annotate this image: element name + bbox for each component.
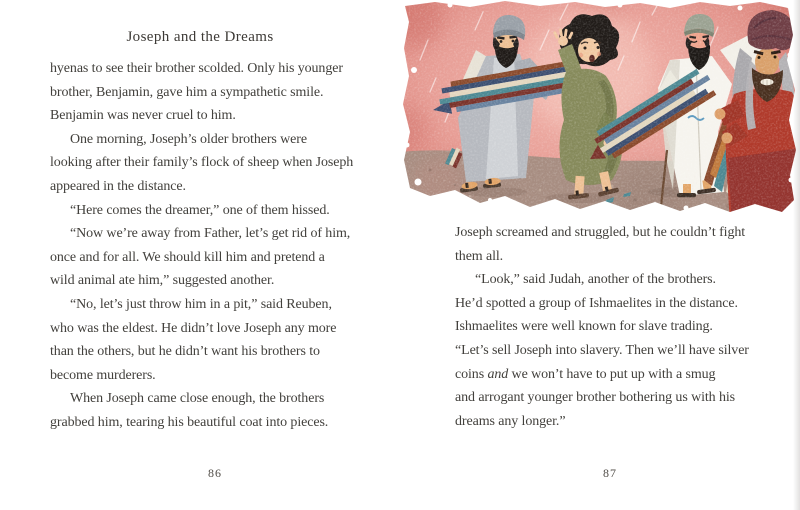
body-line: Benjamin was never cruel to him. [50, 108, 236, 124]
chapter-title: Joseph and the Dreams [126, 29, 274, 45]
body-line: become murderers. [50, 367, 156, 383]
body-line: hyenas to see their brother scolded. Only his younger [50, 61, 343, 76]
body-line: “Let’s sell Joseph into slavery. Then we’ll have silver [455, 342, 749, 358]
body-text: we won’t have to put up with a smug [508, 366, 716, 382]
body-line: “No, let’s just throw him in a pit,” said Reuben, [70, 296, 332, 312]
body-line: When Joseph came close enough, the brothers [70, 391, 325, 407]
body-line: He’d spotted a group of Ishmaelites in the distance. [455, 295, 738, 311]
body-line: them all. [455, 248, 504, 264]
body-line: who was the eldest. He didn’t love Joseph any more [50, 320, 337, 336]
body-line: appeared in the distance. [50, 178, 186, 194]
body-line-with-italic [455, 363, 765, 387]
illustration-joseph-seized-by-brothers [400, 0, 800, 225]
body-line: Joseph screamed and struggled, but he couldn’t fight [455, 225, 746, 240]
body-line: “Now we’re away from Father, let’s get rid of him, [70, 226, 351, 242]
book-page-edge [793, 0, 800, 510]
body-line: brother, Benjamin, gave him a sympathetic smile. [50, 84, 324, 100]
body-line: grabbed him, tearing his beautiful coat into pieces. [50, 414, 329, 430]
page-number-right: 87 [603, 466, 617, 480]
body-line: “Look,” said Judah, another of the brothers. [475, 272, 716, 288]
body-line: once and for all. We should kill him and pretend a [50, 249, 325, 265]
left-page-text [50, 57, 380, 435]
body-line: One morning, Joseph’s older brothers were [70, 131, 307, 147]
body-line: wild animal ate him,” suggested another. [50, 273, 275, 289]
body-line: dreams any longer.” [455, 413, 566, 429]
page-number-left: 86 [208, 466, 222, 480]
body-text: coins [455, 366, 488, 382]
dark-speckle-texture [400, 0, 800, 225]
body-line: Ishmaelites were well known for slave trading. [455, 319, 713, 335]
body-line: looking after their family’s flock of sheep when Joseph [50, 155, 354, 171]
italic-word: and [487, 366, 509, 382]
body-line: than the others, but he didn’t want his brothers to [50, 344, 320, 360]
body-line: “Here comes the dreamer,” one of them hissed. [70, 202, 330, 218]
right-page-text [455, 221, 765, 433]
body-line: and arrogant younger brother bothering us with his [455, 390, 735, 406]
